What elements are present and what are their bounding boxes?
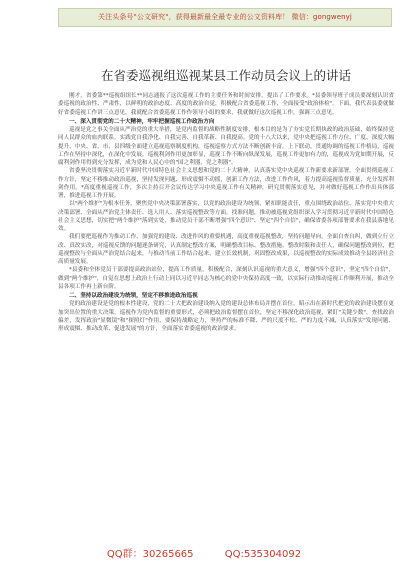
promo-banner [58, 8, 392, 27]
promo-banner-text: 关注头条号"公文研究"，获得最新最全最专业的公文资料库！ 微信：gongwenyj [98, 13, 352, 21]
document-body [58, 92, 394, 333]
paragraph: 以"两个维护"为根本任务，聚焦党中央决策部署落实，以党的政治建设为统领，紧扣职能责任，重点围绕政治站位、落实党中央重大决策部署、全面从严治党主体责任、选人用人、落实巡视整改等方面，找准问题，推动被巡视党组织深入学习贯彻习近平新时代中国特色社会主义思想，切实把"两个维护"落到实处，推动党员干部不断增强"四个意识"、坚定"四个自信"，确保省委各项部署要求在我县落地见效。 [58, 201, 394, 232]
section-heading: 二、坚持以政治建设为统领，坚定不移推进政治巡视 [69, 293, 198, 299]
section-heading: 一、深入贯彻党的二十大精神，牢牢把握巡视工作政治方向 [69, 118, 215, 125]
qq-group-text: QQ群：30265665 [106, 549, 194, 560]
qq-contact-text: QQ:535304092 [224, 549, 302, 560]
paragraph: 巡视是党之事关全面从严治党的重大举措，是党内监督的战略性制度安排，根本目的是为了夯实党长期执政的政治基础，始终保持党同人民群众的血肉联系。实践党自我净化、自我完善、自我革新、自我提高。党的十八大以来，党中央把巡视工作方位、广度、深度大幅提升，中央、省、市、县四级全面建立巡视巡察制度机构，巡视巡察方式方法不断创新丰富，上下联动，贯通协调的巡视工作格局，巡视工作在坚持中深化，在深化中发展，巡视利剑作用更加彰显，巡视工作不断向纵深发展，巡视工作更加有力的，巡视成为党如期开展，反腐利剑作用得到充分发挥，成为党和人民心中的"国之利器，党之利器"。 [58, 127, 394, 166]
paragraph: 党的政治建设是党的根本性建设，党的二十大把政治建设纳入党的建设总体布局并摆在首位，昭示出在新时代把党的政治建设摆在更加突出位置的重大决策，巡视作为党内监督的重要形式，必须把政治监督摆在首位，坚定不移深化政治巡视，紧盯"关键少数"，查找政治偏差，发挥政治"显微镜"和"探照灯"作用，要保持战略定力，坚持严的标准不降、严的尺度不松、严的力度不减，认真落实"发现问题、形成震慑、推动改革、促进发展"的方针，全面落实省委巡视的政治要求。 [58, 301, 394, 332]
document-title: 在省委巡视组巡视某县工作动员会议上的讲话 [100, 68, 351, 83]
contact-footer [0, 548, 408, 561]
paragraph: 我们要把巡视作为推动工作、加强党的建设、改进作风的重要机遇，高度重视巡视整改，坚持问题导向，全面自查自纠，做到立行立改、真改实改，对巡视反馈的问题逐条研究，认真制定整改方案，明确整改目标、整改措施、整改时限和责任人，确保问题整改到位，把巡视整改与全面从严治党结合起来，与推动当前工作结合起来，建立长效机制，巩固整改成果，以巡视整改的实际成效推动全县经济社会高质量发展。 [58, 234, 394, 265]
paragraph: *县委和全体党员干部要提高政治站位，提高工作质量，积极配合，深刻认识巡视的重大意义，增强"四个意识"，坚定"四个自信"，做到"两个维护"，自觉在思想上政治上行动上同以习近平同志为核心的党中央保持高度一致，以实际行动推动巡视工作顺利开展，推动全县各项工作再上新台阶。 [58, 267, 394, 290]
paragraph: 刚才，省委第**巡视组组长**同志通报了这次巡视工作的主要任务和时间安排，提出了工作要求。*县委领导班子成员要深刻认识省委巡视的政治性、严肃性，以鲜明的政治态度、高度的政治自觉，积极配合省委巡视工作，全面接受"政治体检"。下面，我代表县委就做好省委巡视工作讲三点意见，我就配合省委巡视工作作领导小组的要求，我就做好这次巡视工作，强调三点意见。 [58, 93, 394, 116]
paragraph: 省委坚决贯彻落实习近平新时代中国特色社会主义思想和党的二十大精神，认真落实党中央巡视工作新要求新部署，全面贯彻巡视工作方针，坚定不移推动政治巡视，坚持发现问题、形成震慑不动摇，创新工作方法，改进工作作风，着力提高巡视监督质量，充分发挥利剑作用。*高度重视巡视工作，多次主持召开会议传达学习中央巡视工作有关精神，研究贯彻落实意见，并对做好巡视工作作出具体部署，推进巡视工作开展。 [58, 168, 394, 199]
